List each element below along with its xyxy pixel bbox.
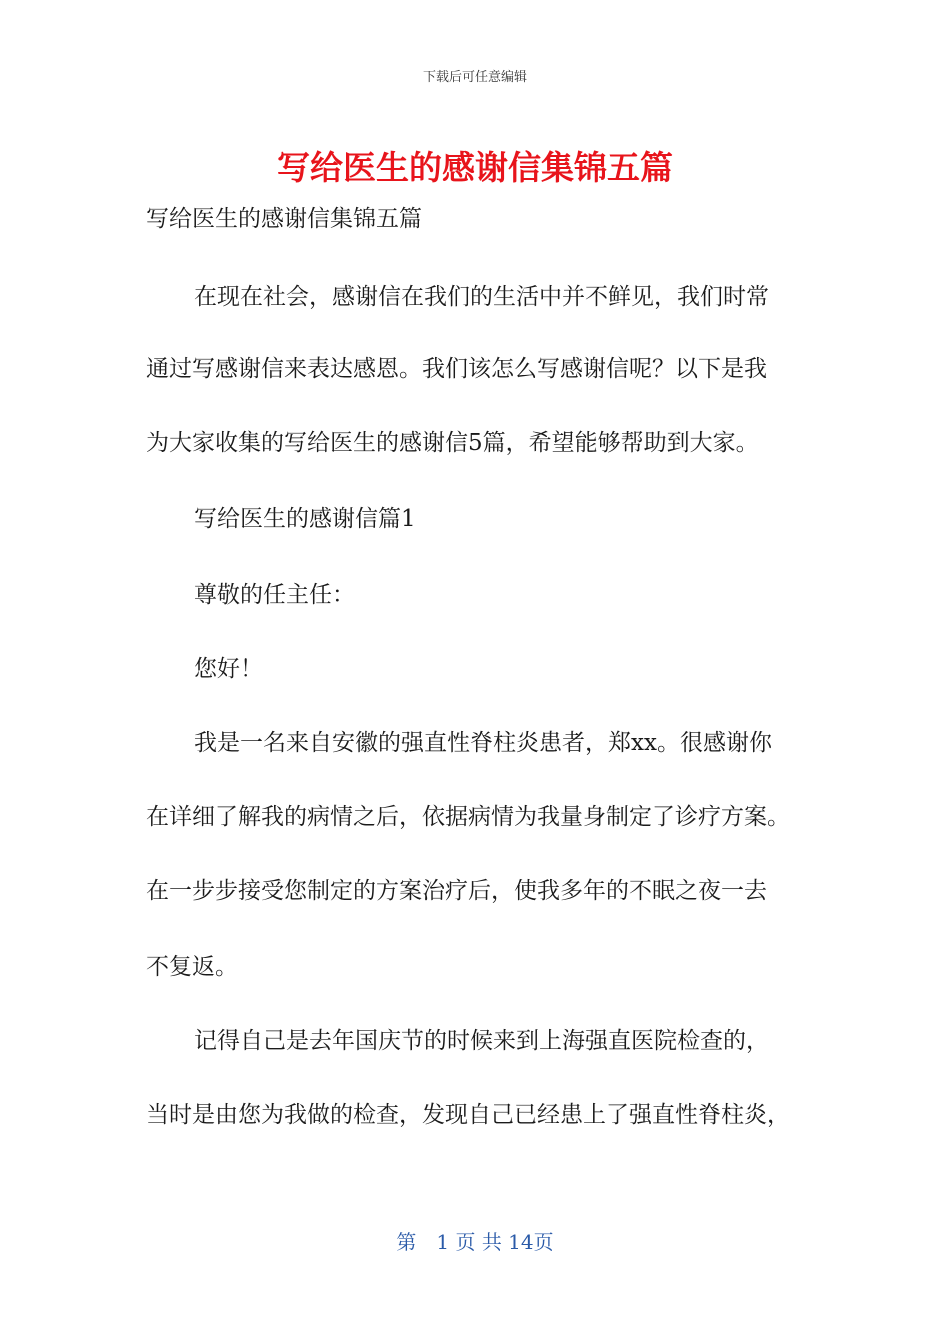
page-number: 第 1 页 共 14页 — [396, 1230, 554, 1254]
subtitle-line: 写给医生的感谢信集锦五篇 — [146, 206, 422, 232]
header-note: 下载后可任意编辑 — [422, 70, 527, 85]
paragraph-line: 我是一名来自安徽的强直性脊柱炎患者，郑xx。很感谢你 — [194, 730, 772, 756]
document-title: 写给医生的感谢信集锦五篇 — [277, 148, 673, 187]
paragraph-line: 为大家收集的写给医生的感谢信5篇，希望能够帮助到大家。 — [146, 430, 759, 456]
paragraph-line: 当时是由您为我做的检查，发现自己已经患上了强直性脊柱炎， — [146, 1102, 790, 1128]
paragraph-line: 在现在社会，感谢信在我们的生活中并不鲜见，我们时常 — [194, 284, 769, 310]
section-heading: 写给医生的感谢信篇1 — [194, 506, 416, 532]
paragraph-line: 记得自己是去年国庆节的时候来到上海强直医院检查的， — [194, 1028, 769, 1054]
paragraph-line: 在详细了解我的病情之后，依据病情为我量身制定了诊疗方案。 — [146, 804, 790, 830]
greeting: 您好！ — [194, 656, 263, 682]
paragraph-line: 通过写感谢信来表达感恩。我们该怎么写感谢信呢？以下是我 — [146, 356, 767, 382]
paragraph-line: 在一步步接受您制定的方案治疗后，使我多年的不眠之夜一去 — [146, 878, 767, 904]
paragraph-line: 不复返。 — [146, 954, 238, 980]
salutation: 尊敬的任主任： — [194, 582, 355, 608]
